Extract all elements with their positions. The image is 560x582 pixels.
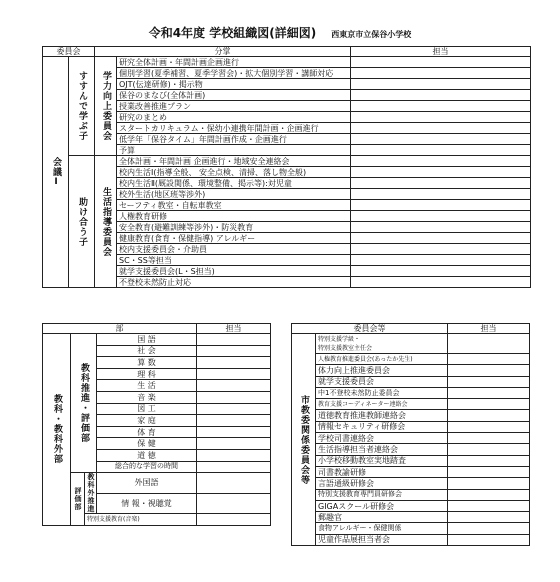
person-cell <box>197 345 271 357</box>
committee-row <box>292 512 530 523</box>
city-header-row <box>292 324 530 334</box>
duty-row <box>43 101 531 112</box>
person-cell <box>448 399 530 410</box>
person-cell <box>351 211 531 222</box>
person-cell <box>197 438 271 450</box>
committee-row <box>292 433 530 444</box>
person-cell <box>197 514 271 526</box>
person-cell <box>351 156 531 167</box>
duty-row <box>43 178 531 189</box>
duty-cell: 研究全体計画・年間計画企画進行 <box>117 57 351 68</box>
person-cell <box>448 410 530 421</box>
subject-cell: 算 数 <box>97 357 197 369</box>
group-name: すすんで学ぶ子 <box>69 57 95 156</box>
committee-row <box>292 455 530 466</box>
outer-section-label: 教科・教科外部 <box>43 334 71 526</box>
person-cell <box>448 512 530 523</box>
committee-row <box>292 421 530 432</box>
duty-cell: 不登校未然防止対応 <box>117 277 351 288</box>
group-name: 助け合う子 <box>69 156 95 288</box>
duty-row <box>43 200 531 211</box>
subject-cell: 情 報・視聴覚 <box>97 493 197 514</box>
person-cell <box>351 145 531 156</box>
subject-cell: 外国語 <box>97 473 197 494</box>
subject-cell: 家 庭 <box>97 415 197 427</box>
person-cell <box>448 387 530 398</box>
subject-cell: 特別支援教育(音楽) <box>85 514 197 526</box>
kaigi-label: 会議Ⅰ <box>43 57 69 288</box>
organization-chart-table <box>42 46 531 288</box>
subject-cell: 国 語 <box>97 334 197 346</box>
committee-cell: 中1不登校未然防止委員会 <box>316 387 448 398</box>
header-person: 担当 <box>448 324 530 334</box>
person-cell <box>448 455 530 466</box>
committee-cell: 人権教育推進委員会(あったか先生) <box>316 354 448 365</box>
person-cell <box>197 357 271 369</box>
person-cell <box>197 391 271 403</box>
duty-row <box>43 90 531 101</box>
committee-cell: 小学校移動教室実地踏査 <box>316 455 448 466</box>
person-cell <box>448 500 530 511</box>
duty-cell: 校内支援委員会・介助員 <box>117 244 351 255</box>
committee-cell: 生活指導担当者連絡会 <box>316 444 448 455</box>
duty-row <box>43 156 531 167</box>
duty-cell: スタートカリキュラム・保幼小連携年間計画・企画進行 <box>117 123 351 134</box>
committee-row <box>292 478 530 489</box>
person-cell <box>197 415 271 427</box>
committee-cell: 道徳教育推進教師連絡会 <box>316 410 448 421</box>
committee-row <box>292 334 530 354</box>
duty-row <box>43 244 531 255</box>
person-cell <box>448 478 530 489</box>
duty-cell: 保谷のまなび(全体計画) <box>117 90 351 101</box>
committee-cell: 特別支援教育専門員研修会 <box>316 489 448 500</box>
duty-cell: 授業改善推進プラン <box>117 101 351 112</box>
city-committee-table <box>291 323 530 546</box>
person-cell <box>448 421 530 432</box>
person-cell <box>448 534 530 545</box>
committee-cell: 教育支援コーディネーター連絡会 <box>316 399 448 410</box>
duty-row <box>43 255 531 266</box>
duty-row <box>43 233 531 244</box>
subject-cell: 音 楽 <box>97 391 197 403</box>
committee-row <box>292 354 530 365</box>
person-cell <box>197 493 271 514</box>
duty-cell: 校外生活(地区班等渉外) <box>117 189 351 200</box>
committee-cell: 体力向上推進委員会 <box>316 365 448 376</box>
committee-name: 学力向上委員会 <box>95 57 117 156</box>
duty-row <box>43 266 531 277</box>
person-cell <box>351 134 531 145</box>
person-cell <box>197 368 271 380</box>
duty-cell: セーフティ教室・自転車教室 <box>117 200 351 211</box>
committee-row <box>292 489 530 500</box>
committee-row <box>292 410 530 421</box>
subject-cell: 社 会 <box>97 345 197 357</box>
committee-row <box>292 376 530 387</box>
person-cell <box>351 277 531 288</box>
header-section: 部 <box>43 324 197 334</box>
duty-row <box>43 57 531 68</box>
person-cell <box>448 466 530 477</box>
person-cell <box>197 403 271 415</box>
committee-cell: 食物アレルギー・保健関係 <box>316 523 448 534</box>
person-cell <box>351 222 531 233</box>
committee-cell: 児童作品展担当者会 <box>316 534 448 545</box>
section-header-row <box>43 324 271 334</box>
duty-cell: 全体計画・年間計画 企画進行・地域安全連絡会 <box>117 156 351 167</box>
header-committee: 委員会等 <box>292 324 448 334</box>
person-cell <box>448 376 530 387</box>
person-cell <box>351 255 531 266</box>
person-cell <box>448 334 530 354</box>
header-committee: 委員会 <box>43 47 95 57</box>
subject-cell: 保 健 <box>97 438 197 450</box>
committee-row <box>292 399 530 410</box>
person-cell <box>448 444 530 455</box>
committee-row <box>292 523 530 534</box>
person-cell <box>351 167 531 178</box>
person-cell <box>448 489 530 500</box>
school-name: 西東京市立保谷小学校 <box>331 30 412 39</box>
header-duty: 分掌 <box>95 47 351 57</box>
person-cell <box>197 449 271 461</box>
committee-cell: 情報セキュリティ研修会 <box>316 421 448 432</box>
person-cell <box>351 101 531 112</box>
person-cell <box>351 189 531 200</box>
committee-row <box>292 444 530 455</box>
committee-cell: 言語通級研修会 <box>316 478 448 489</box>
subject-cell: 総合的な学習の時間 <box>97 461 197 473</box>
subject-cell: 道 徳 <box>97 449 197 461</box>
person-cell <box>351 90 531 101</box>
committee-row <box>292 387 530 398</box>
subject-cell: 体 育 <box>97 426 197 438</box>
section-row <box>43 334 271 346</box>
committee-row <box>292 365 530 376</box>
person-cell <box>351 178 531 189</box>
duty-row <box>43 123 531 134</box>
committee-cell: 特別支援学級・ 特別支援教室主任会 <box>316 334 448 354</box>
header-person: 担当 <box>197 324 271 334</box>
duty-cell: OJT(伝達研修)・掲示物 <box>117 79 351 90</box>
subject-cell: 理 科 <box>97 368 197 380</box>
person-cell <box>448 433 530 444</box>
person-cell <box>197 461 271 473</box>
duty-cell: SC・SS等担当 <box>117 255 351 266</box>
committee-row <box>292 534 530 545</box>
person-cell <box>351 123 531 134</box>
evaluation-label: 評価部 <box>71 473 85 526</box>
document-title: 令和4年度 学校組織図(詳細図) <box>148 26 317 40</box>
duty-cell: 校内生活Ⅱ(厩設関係、環境整備、掲示等):対児童 <box>117 178 351 189</box>
person-cell <box>197 473 271 494</box>
person-cell <box>197 426 271 438</box>
person-cell <box>351 200 531 211</box>
committee-row <box>292 466 530 477</box>
subject-group-label: 教科推進・評価部 <box>71 334 97 473</box>
person-cell <box>351 79 531 90</box>
person-cell <box>448 354 530 365</box>
duty-row <box>43 145 531 156</box>
section-row <box>43 473 271 494</box>
header-person: 担当 <box>351 47 531 57</box>
duty-cell: 個別学習(夏季補習、夏季学習会)・拡大個別学習・講師対応 <box>117 68 351 79</box>
subject-cell: 生 活 <box>97 380 197 392</box>
committee-cell: 学校司書連絡会 <box>316 433 448 444</box>
header-row <box>43 47 531 57</box>
extracurricular-label: 教科外推進 <box>85 473 97 514</box>
duty-cell: 予算 <box>117 145 351 156</box>
duty-cell: 研究のまとめ <box>117 112 351 123</box>
person-cell <box>351 266 531 277</box>
duty-cell: 就学支援委員会(L・S担当) <box>117 266 351 277</box>
committee-name: 生活指導委員会 <box>95 156 117 288</box>
duty-row <box>43 112 531 123</box>
subject-cell: 図 工 <box>97 403 197 415</box>
person-cell <box>351 112 531 123</box>
duty-cell: 人権教育研修 <box>117 211 351 222</box>
person-cell <box>448 523 530 534</box>
person-cell <box>351 68 531 79</box>
duty-row <box>43 222 531 233</box>
duty-cell: 低学年「保谷タイム」年間計画作成・企画進行 <box>117 134 351 145</box>
city-committee-label: 市教委関係委員会等 <box>292 334 316 546</box>
person-cell <box>448 365 530 376</box>
committee-cell: GIGAスクール研修会 <box>316 500 448 511</box>
committee-cell: 就学支援委員会 <box>316 376 448 387</box>
duty-cell: 安全教育(避難訓練等渉外)・防災教育 <box>117 222 351 233</box>
person-cell <box>197 380 271 392</box>
duty-row <box>43 189 531 200</box>
duty-row <box>43 134 531 145</box>
duty-row <box>43 211 531 222</box>
page-title <box>0 22 560 41</box>
section-table <box>42 323 271 526</box>
duty-cell: 健康教育(食育・保健指導) アレルギー <box>117 233 351 244</box>
duty-row <box>43 68 531 79</box>
committee-row <box>292 500 530 511</box>
person-cell <box>351 244 531 255</box>
duty-row <box>43 167 531 178</box>
committee-cell: 郵趣官 <box>316 512 448 523</box>
person-cell <box>351 57 531 68</box>
person-cell <box>197 334 271 346</box>
duty-row <box>43 277 531 288</box>
duty-row <box>43 79 531 90</box>
duty-cell: 校内生活Ⅰ(指導全般、 安全点検、清掃、落し物全般) <box>117 167 351 178</box>
committee-cell: 司書教諭研修 <box>316 466 448 477</box>
person-cell <box>351 233 531 244</box>
